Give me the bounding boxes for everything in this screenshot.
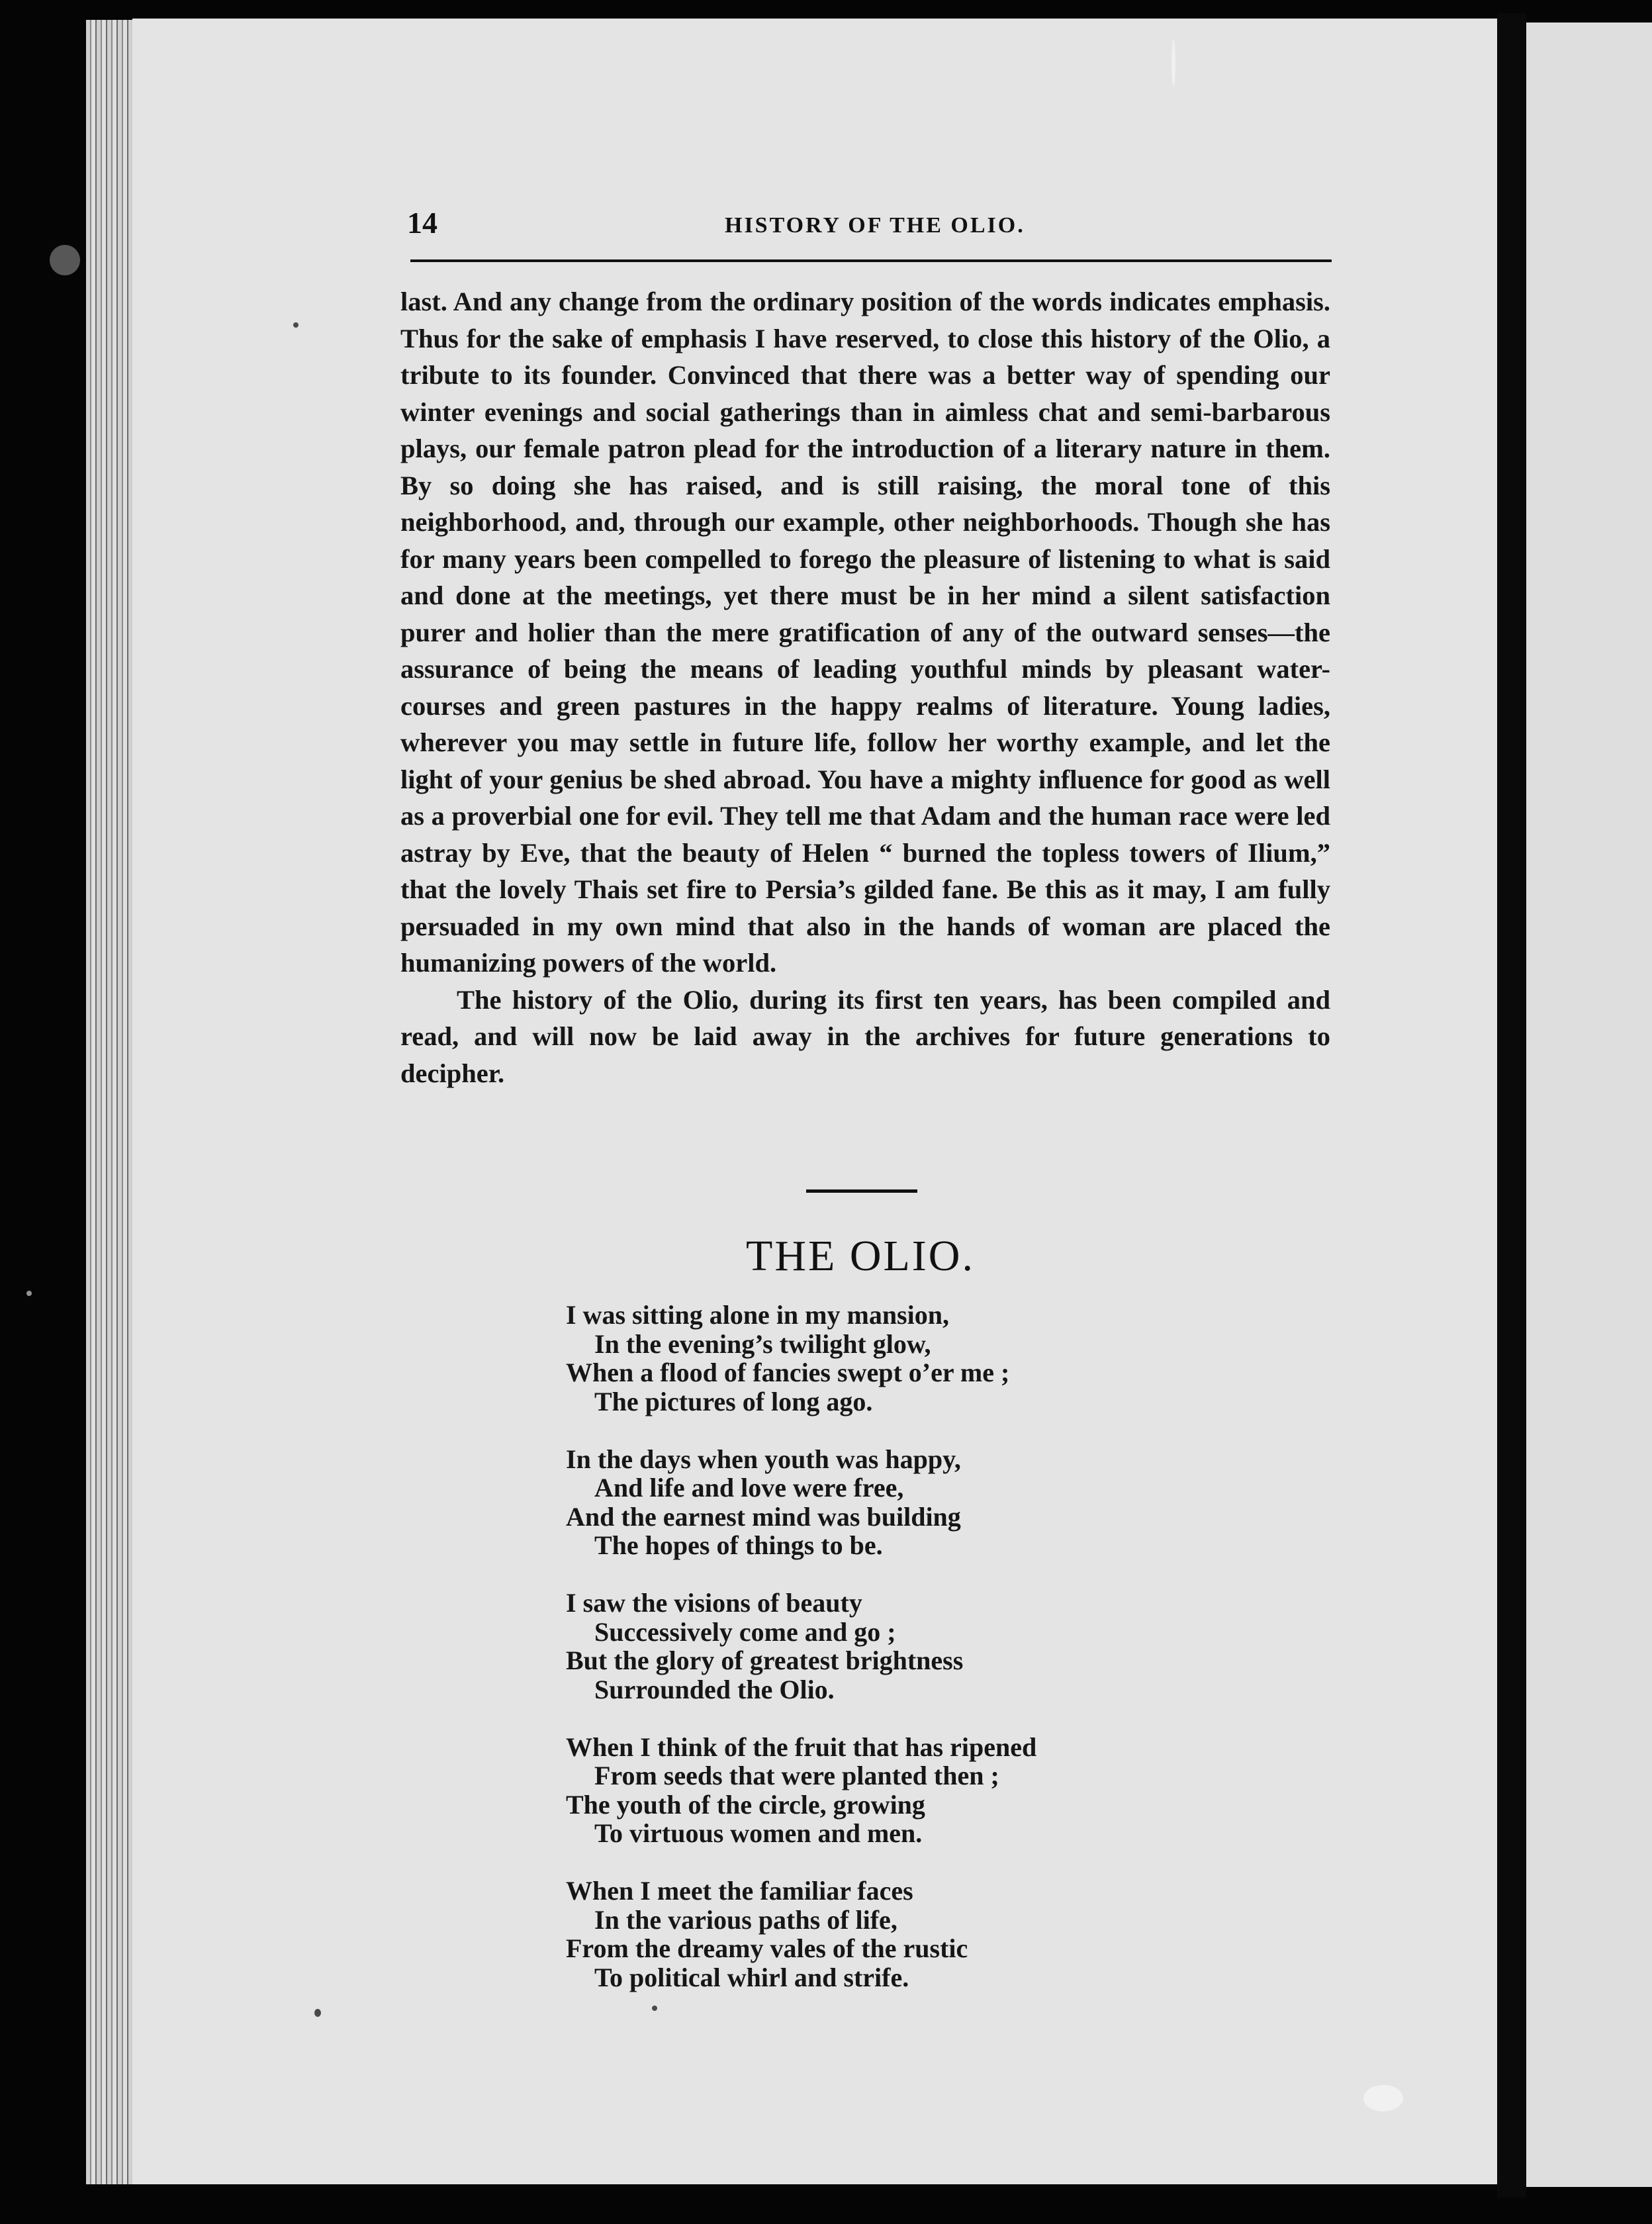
scan-speck — [1171, 40, 1175, 86]
poem-line: In the evening’s twilight glow, — [594, 1328, 931, 1359]
scan-speck — [652, 2006, 657, 2011]
scan-speck — [314, 2009, 321, 2017]
paragraph: last. And any change from the ordinary position of the words indicates emphasis. Thus for the sake of emphasis I have reserved, to close this history of the Olio, a tribute to its founder. Convinced that there was a better way of spending our winter evenings and social gatherings than in aimless chat and semi-barbarous plays, our female patron plead for the introduction of a literary nature in them. By so doing she has raised, and is still raising, the moral tone of this neighborhood, and, through our example, other neighborhoods. Though she has for many years been compelled to forego the pleasure of listening to what is said and done at the meetings, yet there must be in her mind a silent satisfaction purer and holier than the mere gratification of any of the outward senses—the assurance of being the means of leading youthful minds by pleasant water-courses and green pastures in the happy realms of literature. Young ladies, wherever you may settle in future life, follow her worthy example, and let the light of your genius be shed abroad. You have a mighty influence for good as well as a proverbial one for evil. They tell me that Adam and the human race were led astray by Eve, that the beauty of Helen “ burned the topless towers of Ilium,” that the lovely Thais set fire to Persia’s gilded fane. Be this as it may, I am fully persuaded in my own mind that also in the hands of woman are placed the humanizing powers of the world. — [400, 287, 1330, 978]
poem-line: When a flood of fancies swept o’er me ; — [566, 1358, 1010, 1387]
poem-line: When I think of the fruit that has ripened — [566, 1732, 1037, 1762]
poem-line: To political whirl and strife. — [594, 1962, 909, 1992]
poem-title: THE OLIO. — [746, 1232, 975, 1280]
section-divider — [806, 1189, 917, 1193]
poem — [566, 1301, 1228, 2021]
scan-speck — [26, 1291, 32, 1296]
poem-line: The youth of the circle, growing — [566, 1789, 925, 1820]
poem-line: In the days when youth was happy, — [566, 1444, 961, 1474]
scan-speck — [1363, 2085, 1403, 2111]
body-text — [400, 283, 1330, 1091]
poem-line: When I meet the familiar faces — [566, 1876, 913, 1906]
poem-line: And the earnest mind was building — [566, 1501, 961, 1532]
scan-speck — [293, 322, 298, 328]
poem-line: The hopes of things to be. — [594, 1530, 883, 1560]
running-head: HISTORY OF THE OLIO. — [725, 213, 1025, 238]
poem-line: In the various paths of life, — [594, 1904, 897, 1935]
poem-line: I saw the visions of beauty — [566, 1588, 862, 1618]
stanza — [566, 1589, 1228, 1704]
poem-line: To virtuous women and men. — [594, 1818, 923, 1848]
poem-line: And life and love were free, — [594, 1473, 904, 1503]
facing-page-edge — [1526, 23, 1652, 2187]
stanza — [566, 1876, 1228, 1992]
page-number: 14 — [407, 206, 437, 240]
stanza — [566, 1445, 1228, 1560]
poem-line: Successively come and go ; — [594, 1616, 896, 1647]
poem-line: From the dreamy vales of the rustic — [566, 1933, 968, 1963]
scan-speck — [50, 245, 80, 275]
book-gutter — [1497, 13, 1526, 2198]
header-rule — [410, 259, 1332, 262]
poem-line: From seeds that were planted then ; — [594, 1761, 999, 1790]
page-edges — [86, 20, 139, 2184]
stanza — [566, 1301, 1228, 1416]
paragraph: The history of the Olio, during its first ten years, has been compiled and read, and will now be laid away in the archives for future generations to decipher. — [400, 984, 1330, 1088]
stanza — [566, 1733, 1228, 1848]
poem-line: But the glory of greatest brightness — [566, 1645, 964, 1675]
poem-line: The pictures of long ago. — [594, 1386, 873, 1416]
page-header — [407, 205, 1330, 265]
poem-line: Surrounded the Olio. — [594, 1674, 835, 1704]
poem-line: I was sitting alone in my mansion, — [566, 1300, 949, 1330]
